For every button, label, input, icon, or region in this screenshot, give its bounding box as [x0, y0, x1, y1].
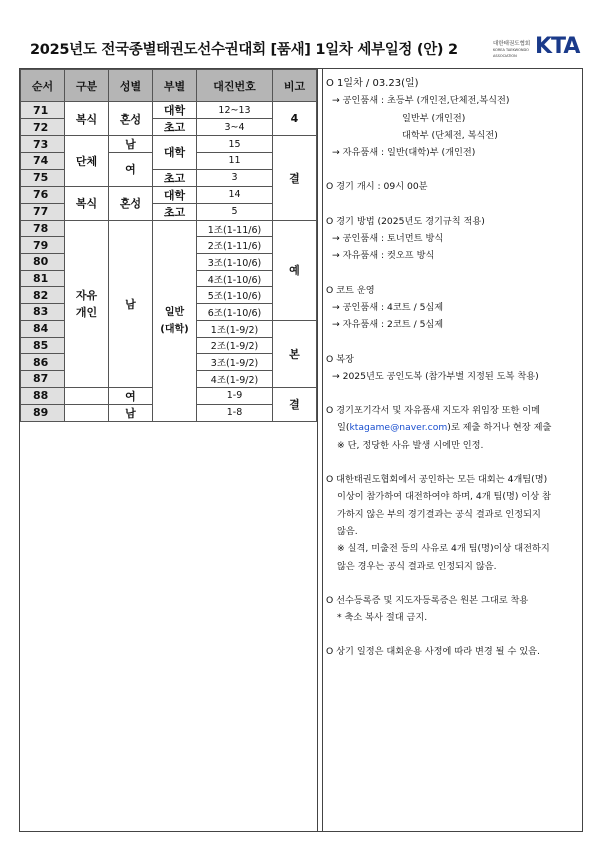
note-card: O 선수등록증 및 지도자등록증은 원본 그대로 착용: [326, 594, 529, 606]
column-divider: [317, 69, 323, 831]
gender-cell: 여: [109, 387, 153, 404]
bracket-cell: 3~4: [197, 119, 273, 136]
notes-panel: [326, 75, 596, 661]
schedule-table: [20, 69, 317, 422]
note-rule-3: 가하지 않은 부의 경기결과는 공식 결과로 인정되지: [337, 508, 541, 520]
note-card-1: * 축소 복사 절대 금지.: [337, 612, 428, 624]
order-cell: 74: [21, 153, 65, 170]
gender-cell: 혼성: [109, 186, 153, 220]
bracket-cell: 1조(1-11/6): [197, 220, 273, 237]
order-cell: 81: [21, 270, 65, 287]
logo-mark: KTA: [535, 34, 580, 59]
division-cell: 대학: [153, 102, 197, 119]
bracket-cell: 3: [197, 169, 273, 186]
note-start: O 경기 개시 : 09시 00분: [326, 181, 428, 193]
note-free-1: → 자유품새 : 일반(대학)부 (개인전): [332, 147, 476, 159]
bracket-cell: 5조(1-10/6): [197, 287, 273, 304]
bracket-cell: 1-9: [197, 387, 273, 404]
division-cell: 초고: [153, 119, 197, 136]
order-cell: 76: [21, 186, 65, 203]
table-header-row: [21, 70, 317, 102]
header-order: 순서: [21, 70, 65, 102]
bracket-cell: 1조(1-9/2): [197, 320, 273, 337]
order-cell: 72: [21, 119, 65, 136]
note-cell: 예: [273, 220, 317, 320]
order-cell: 79: [21, 237, 65, 254]
order-cell: 84: [21, 320, 65, 337]
note-withdraw-note: ※ 단, 정당한 사유 발생 시에만 인정.: [337, 439, 484, 451]
order-cell: 89: [21, 404, 65, 421]
note-rule-1: O 대한태권도협회에서 공인하는 모든 대회는 4개팀(명): [326, 474, 548, 486]
order-cell: 87: [21, 370, 65, 387]
table-row: [21, 220, 317, 237]
gender-cell: 혼성: [109, 102, 153, 136]
note-withdraw-b: 일(ktagame@naver.com)로 제출 하거나 현장 제출: [337, 422, 552, 434]
order-cell: 80: [21, 254, 65, 271]
note-withdraw-a: O 경기포기각서 및 자유품새 지도자 위임장 또한 이메: [326, 405, 541, 417]
division-cell: 초고: [153, 203, 197, 220]
kta-logo: [493, 34, 578, 60]
note-rule-6: 않은 경우는 공식 결과로 인정되지 않음.: [337, 560, 497, 572]
bracket-cell: 15: [197, 136, 273, 153]
category-cell: 복식: [65, 102, 109, 136]
note-cell: 결: [273, 387, 317, 421]
order-cell: 85: [21, 337, 65, 354]
bracket-cell: 3조(1-9/2): [197, 354, 273, 371]
note-rule-5: ※ 실격, 미출전 등의 사유로 4개 팀(명)이상 대전하지: [337, 543, 550, 555]
note-day: O 1일차 / 03.23(일): [326, 78, 419, 89]
order-cell: 82: [21, 287, 65, 304]
order-cell: 77: [21, 203, 65, 220]
order-cell: 86: [21, 354, 65, 371]
bracket-cell: 3조(1-10/6): [197, 254, 273, 271]
bracket-cell: 2조(1-9/2): [197, 337, 273, 354]
order-cell: 78: [21, 220, 65, 237]
bracket-cell: 5: [197, 203, 273, 220]
table-row: [21, 186, 317, 203]
gender-cell: 남: [109, 136, 153, 153]
note-dress: O 복장: [326, 353, 354, 365]
division-cell: 일반 (대학): [153, 220, 197, 421]
table-row: [21, 136, 317, 153]
division-cell: 초고: [153, 169, 197, 186]
category-cell: 단체: [65, 136, 109, 187]
gender-cell: 남: [109, 220, 153, 387]
order-cell: 83: [21, 304, 65, 321]
note-official-2: 일반부 (개인전): [402, 112, 466, 124]
note-rule-2: 이상이 참가하여 대전하여야 하며, 4개 팀(명) 이상 참: [337, 491, 551, 503]
note-court-2: → 자유품새 : 2코트 / 5심제: [332, 319, 444, 331]
header-division: 부별: [153, 70, 197, 102]
header-note: 비고: [273, 70, 317, 102]
order-cell: 75: [21, 169, 65, 186]
page-title: 2025년도 전국종별태권도선수권대회 [품새] 1일차 세부일정 (안) 2: [30, 42, 458, 58]
logo-org-text: 대한태권도협회 KOREA TAEKWONDO ASSOCIATION: [493, 41, 531, 58]
category-cell: 복식: [65, 186, 109, 220]
note-cell: 4: [273, 102, 317, 136]
order-cell: 73: [21, 136, 65, 153]
note-method-2: → 자유품새 : 컷오프 방식: [332, 250, 435, 262]
note-method: O 경기 방법 (2025년도 경기규칙 적용): [326, 215, 485, 227]
header-gender: 성별: [109, 70, 153, 102]
category-cell-empty: [65, 404, 109, 421]
note-official-3: 대학부 (단체전, 복식전): [402, 129, 498, 141]
gender-cell: 여: [109, 153, 153, 187]
email-link[interactable]: ktagame@naver.com: [349, 422, 448, 434]
category-cell-empty: [65, 387, 109, 404]
bracket-cell: 11: [197, 153, 273, 170]
bracket-cell: 4조(1-9/2): [197, 370, 273, 387]
table-row: [21, 102, 317, 119]
note-dress-1: → 2025년도 공인도복 (참가부별 지정된 도복 착용): [332, 370, 539, 382]
bracket-cell: 6조(1-10/6): [197, 304, 273, 321]
gender-cell: 남: [109, 404, 153, 421]
division-cell: 대학: [153, 186, 197, 203]
order-cell: 88: [21, 387, 65, 404]
schedule-frame: [19, 68, 583, 832]
note-court-1: → 공인품새 : 4코트 / 5심제: [332, 301, 444, 313]
bracket-cell: 2조(1-11/6): [197, 237, 273, 254]
header-bracket: 대진번호: [197, 70, 273, 102]
bracket-cell: 12~13: [197, 102, 273, 119]
order-cell: 71: [21, 102, 65, 119]
bracket-cell: 14: [197, 186, 273, 203]
note-cell: 결: [273, 136, 317, 221]
note-cell: 본: [273, 320, 317, 387]
category-cell: 자유 개인: [65, 220, 109, 387]
bracket-cell: 1-8: [197, 404, 273, 421]
note-official-1: → 공인품새 : 초등부 (개인전,단체전,복식전): [332, 95, 510, 107]
header-category: 구분: [65, 70, 109, 102]
note-change: O 상기 일정은 대회운용 사정에 따라 변경 될 수 있음.: [326, 646, 540, 658]
bracket-cell: 4조(1-10/6): [197, 270, 273, 287]
note-method-1: → 공인품새 : 토너먼트 방식: [332, 233, 444, 245]
note-court: O 코트 운영: [326, 284, 375, 296]
division-cell: 대학: [153, 136, 197, 170]
note-rule-4: 않음.: [337, 525, 358, 537]
